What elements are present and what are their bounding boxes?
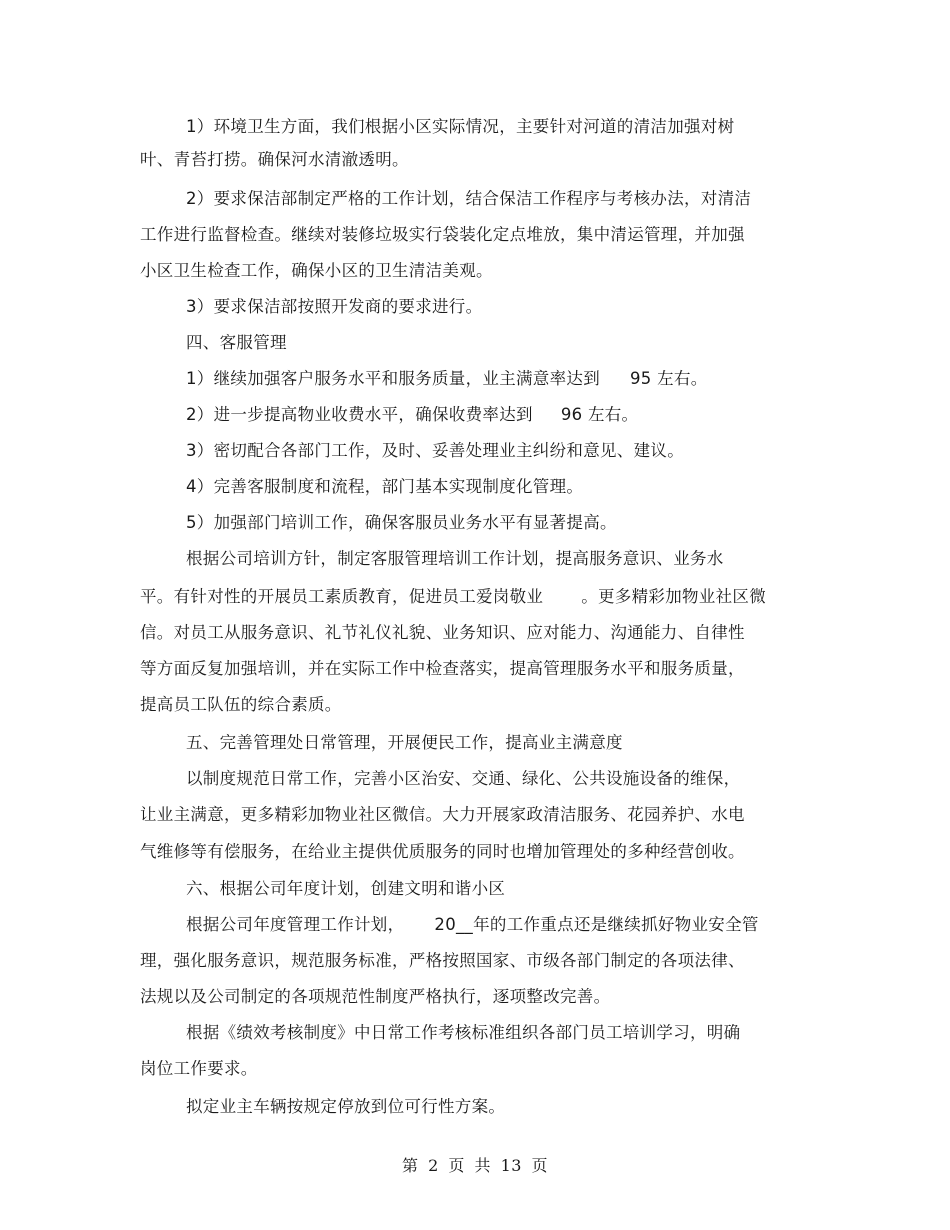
footer-prefix: 第	[401, 1156, 419, 1175]
paragraph-line: 5）加强部门培训工作，确保客服员业务水平有显著提高。	[186, 513, 617, 532]
paragraph-text: 2）进一步提高物业收费水平，确保收费率达到	[186, 405, 533, 424]
paragraph-line: 3）密切配合各部门工作，及时、妥善处理业主纠纷和意见、建议。	[186, 441, 684, 460]
paragraph-line: 3）要求保洁部按照开发商的要求进行。	[186, 297, 483, 316]
paragraph-text: 根据公司年度管理工作计划，	[186, 915, 405, 934]
paragraph-line: 工作进行监督检查。继续对装修垃圾实行袋装化定点堆放，集中清运管理，并加强	[140, 225, 745, 244]
paragraph-text: 平。有针对性的开展员工素质教育，促进员工爱岗敬业	[140, 587, 544, 606]
section-heading: 五、完善管理处日常管理，开展便民工作，提高业主满意度	[186, 733, 623, 752]
paragraph-line: 理，强化服务意识，规范服务标准，严格按照国家、市级各部门制定的各项法律、	[140, 951, 745, 970]
footer-total-label: 共	[474, 1156, 491, 1175]
paragraph-text: 1）继续加强客户服务水平和服务质量，业主满意率达到	[186, 369, 600, 388]
footer-page-label: 页	[448, 1156, 465, 1175]
page-footer	[0, 1155, 950, 1177]
paragraph-line	[186, 914, 759, 936]
paragraph-line	[186, 404, 638, 426]
paragraph-line: 4）完善客服制度和流程，部门基本实现制度化管理。	[186, 477, 584, 496]
paragraph-text: 96 左右。	[560, 405, 639, 424]
paragraph-line	[140, 586, 766, 608]
paragraph-line: 提高员工队伍的综合素质。	[140, 695, 342, 714]
paragraph-line: 1）环境卫生方面，我们根据小区实际情况，主要针对河道的清洁加强对树	[186, 117, 735, 136]
paragraph-line: 让业主满意，更多精彩加物业社区微信。大力开展家政清洁服务、花园养护、水电	[140, 805, 745, 824]
paragraph-line: 小区卫生检查工作，确保小区的卫生清洁美观。	[140, 261, 493, 280]
paragraph-line: 信。对员工从服务意识、礼节礼仪礼貌、业务知识、应对能力、沟通能力、自律性	[140, 623, 745, 642]
section-heading: 六、根据公司年度计划，创建文明和谐小区	[186, 879, 506, 898]
paragraph-line: 拟定业主车辆按规定停放到位可行性方案。	[186, 1097, 506, 1116]
paragraph-line: 岗位工作要求。	[140, 1059, 258, 1078]
paragraph-line: 以制度规范日常工作，完善小区治安、交通、绿化、公共设施设备的维保，	[186, 769, 741, 788]
paragraph-text: 20__年的工作重点还是继续抓好物业安全管	[434, 915, 759, 934]
paragraph-text: 95 左右。	[630, 369, 708, 388]
section-heading: 四、客服管理	[186, 333, 287, 352]
paragraph-line: 2）要求保洁部制定严格的工作计划，结合保洁工作程序与考核办法，对清洁	[186, 189, 752, 208]
paragraph-line: 叶、青苔打捞。确保河水清澈透明。	[140, 150, 409, 169]
paragraph-line: 根据公司培训方针，制定客服管理培训工作计划，提高服务意识、业务水	[186, 549, 724, 568]
footer-page-number: 2	[428, 1156, 439, 1175]
paragraph-line	[186, 368, 708, 390]
paragraph-text: 。更多精彩加物业社区微	[581, 587, 767, 606]
footer-total-pages: 13	[500, 1156, 522, 1175]
paragraph-line: 根据《绩效考核制度》中日常工作考核标准组织各部门员工培训学习，明确	[186, 1023, 741, 1042]
paragraph-line: 等方面反复加强培训，并在实际工作中检查落实，提高管理服务水平和服务质量，	[140, 659, 745, 678]
paragraph-line: 法规以及公司制定的各项规范性制度严格执行，逐项整改完善。	[140, 987, 611, 1006]
footer-suffix: 页	[531, 1156, 549, 1175]
paragraph-line: 气维修等有偿服务，在给业主提供优质服务的同时也增加管理处的多种经营创收。	[140, 842, 745, 861]
